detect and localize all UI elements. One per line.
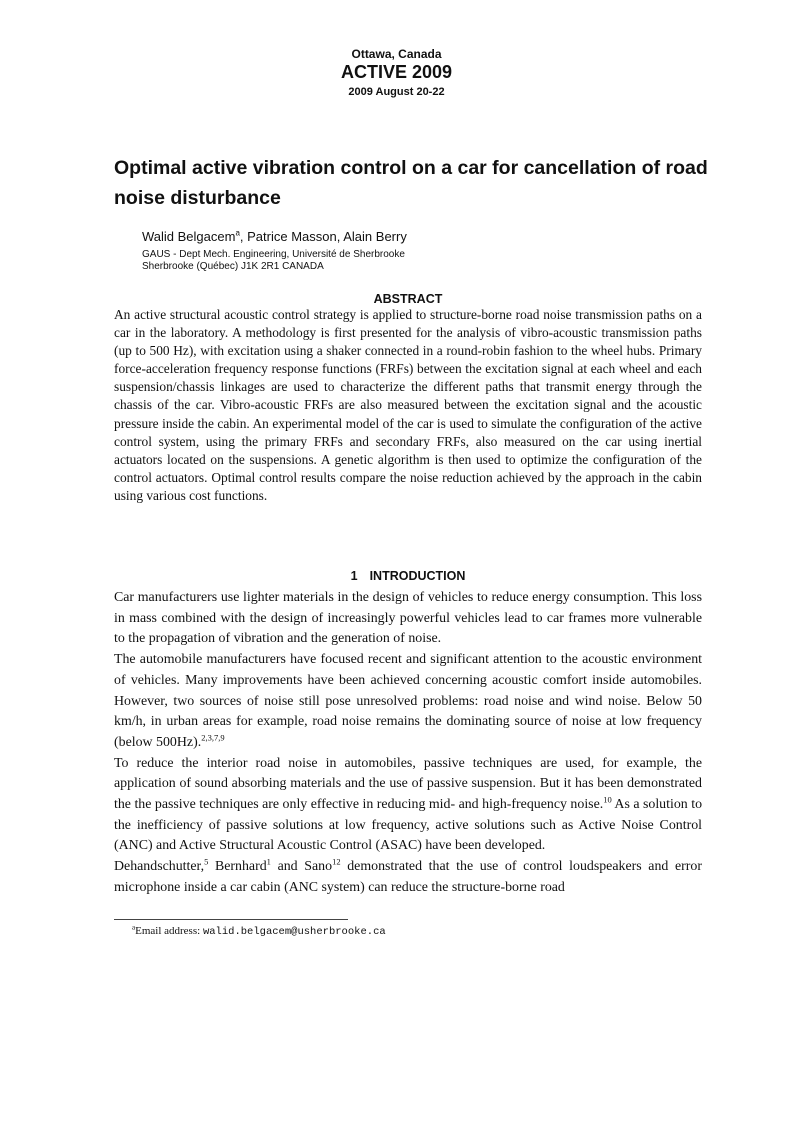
conference-name: ACTIVE 2009 [340, 62, 453, 82]
author-separator: , [239, 229, 248, 244]
affiliation [142, 249, 405, 273]
abstract-heading: ABSTRACT [373, 292, 443, 306]
citation: 10 [603, 794, 612, 805]
section-title: INTRODUCTION [369, 569, 466, 583]
footnote-mark: a [132, 923, 136, 932]
abstract-text: An active structural acoustic control strategy is applied to structure-borne road noise transmission paths on a car in the laboratory. A methodology is first presented for the analysis of vibro-acoustic transmission paths (up to 500 Hz), with excitation using a shaker connected in a round-robin fashion to the wheel hubs. Primary force-acceleration frequency response functions (FRFs) between the excitation signal at each wheel and each suspension/chassis linkages are used to characterize the different paths that transmit energy through the chassis of the car. Vibro-acoustic FRFs are also measured between the excitation signal and the acoustic pressure inside the cabin. An experimental model of the car is used to simulate the configuration of the active control system, using the primary FRFs and secondary FRFs, also measured on the car using inertial actuators located on the suspensions. A genetic algorithm is then used to optimize the configuration of the control actuators. Optimal control results compare the noise reduction achieved by the approach in the cabin using various cost functions. [114, 307, 702, 503]
paragraph-2 [114, 650, 702, 754]
conference-dates: 2009 August 20-22 [348, 86, 445, 98]
citation: 5 [204, 856, 209, 867]
citation: 12 [332, 856, 341, 867]
paragraph-3-text-cont: As a solution to the inefficiency of passive solutions at low frequency, active solutions such as Active Noise Control (ANC) and Active Structural Acoustic Control (ASAC) have been developed. [114, 797, 703, 854]
footnote-label: Email address: [135, 925, 203, 937]
paragraph-4-text: and Sano [270, 859, 333, 875]
paper-title: Optimal active vibration control on a car for cancellation of road noise disturbance [114, 157, 708, 209]
conference-city: Ottawa, Canada [351, 47, 442, 61]
author-list [142, 228, 407, 246]
section-number: 1 [350, 569, 358, 583]
citation: 1 [266, 856, 271, 867]
footnote [132, 924, 386, 939]
paragraph-4-text: Bernhard [208, 859, 267, 875]
paragraph-4 [114, 857, 702, 898]
paragraph-4-text: demonstrated that the use of control loudspeakers and error microphone inside a car cabin (ANC system) can reduce the structure-borne road [114, 859, 702, 895]
email-link[interactable]: walid.belgacem@usherbrooke.ca [202, 926, 386, 938]
paragraph-3-text: To reduce the interior road noise in automobiles, passive techniques are used, for example, the application of sound absorbing materials and the use of passive suspension. But it has been demonstrated the the passive techniques are only effective in reducing mid- and high-frequency noise. [114, 755, 702, 813]
author-name: Walid Belgacem [142, 229, 236, 244]
author-separator: , [336, 229, 344, 244]
author-name: Alain Berry [343, 229, 407, 244]
paragraph-1: Car manufacturers use lighter materials in the design of vehicles to reduce energy consumption. This loss in mass combined with the design of increasingly powerful vehicles lead to car frames more vulnerable to the propagation of vibration and the generation of noise. [114, 590, 702, 647]
paragraph-4-text: Dehandschutter, [114, 859, 205, 875]
paragraph-2-text: The automobile manufacturers have focused recent and significant attention to the acoustic environment of vehicles. Many improvements have been achieved concerning acoustic comfort inside automobiles. However, two sources of noise still pose unresolved problems: road noise and wind noise. Below 50 km/h, in urban areas for example, road noise remains the dominating source of noise at low frequency (below 500Hz). [114, 652, 702, 750]
affiliation-line-1: GAUS - Dept Mech. Engineering, Université de Sherbrooke [142, 249, 405, 260]
conference-header [0, 47, 793, 99]
author-name: Patrice Masson [247, 229, 337, 244]
affiliation-line-2: Sherbrooke (Québec) J1K 2R1 CANADA [142, 261, 324, 272]
author-mark: a [235, 228, 240, 238]
citation: 2,3,7,9 [201, 732, 225, 743]
paragraph-3 [114, 754, 702, 858]
section-heading-introduction [0, 569, 793, 583]
introduction-body [114, 588, 702, 899]
footnote-rule [114, 919, 348, 920]
